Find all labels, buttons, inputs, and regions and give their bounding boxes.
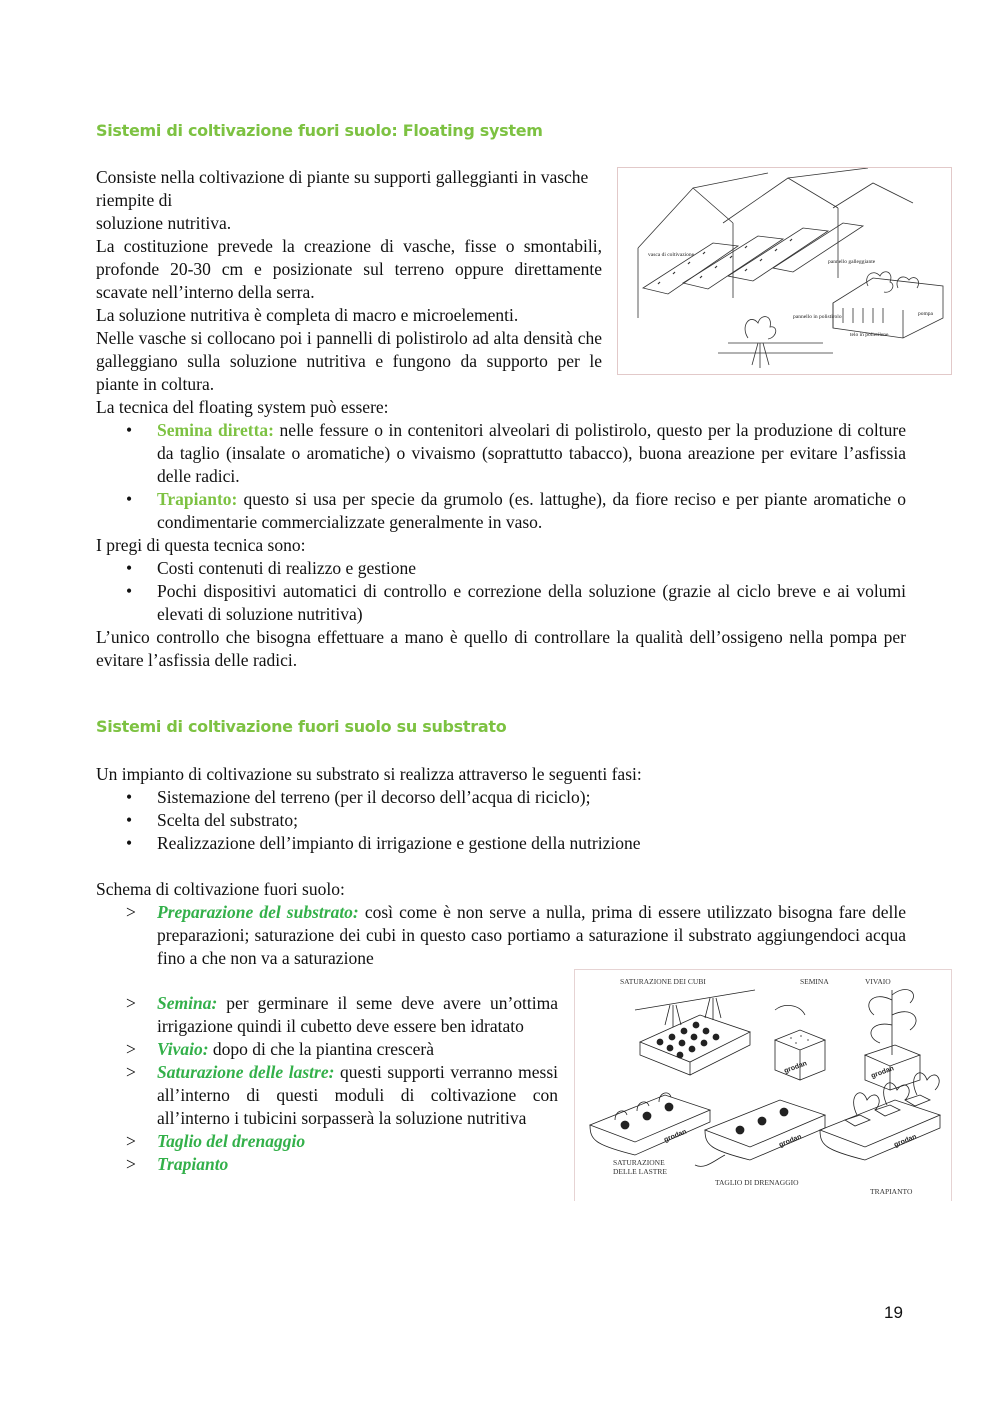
term-saturazione-lastre: Saturazione delle lastre: [157,1062,335,1082]
paragraph-pregi: I pregi di questa tecnica sono: [96,535,306,555]
substrato-intro-block [96,763,906,855]
arrow-marker: > [126,1131,136,1151]
step-preparazione-wide [96,901,906,970]
section-title-substrato: Sistemi di coltivazione fuori suolo su substrato [96,717,507,736]
text-vivaio: dopo di che la piantina crescerà [208,1039,434,1059]
substrate-drawing [575,970,951,1201]
term-semina: Semina: [157,993,218,1013]
arrow-marker: > [126,1154,136,1174]
text-semina: per germinare il seme deve avere un’ottima irrigazione quindi il cubetto deve essere ben idratato [157,993,558,1036]
list-item: • Scelta del substrato; [96,809,906,832]
floating-intro-block [96,166,602,396]
floating-system-illustration [617,167,952,375]
label-saturazione-lastre-2: DELLE LASTRE [613,1167,667,1176]
brand-label: grodan [870,1065,895,1080]
label-vasca: vasca di coltivazione [648,252,695,258]
brand-label: grodan [778,1133,803,1149]
schema-title-block [96,878,906,901]
term-taglio-drenaggio: Taglio del drenaggio [157,1131,306,1151]
text-saturazione-lastre: questi supporti verranno messi all’interno di questi moduli di coltivazione con all’interno i tubicini sorpasserà la soluzione nutritiva [157,1062,558,1128]
label-saturazione-cubi: SATURAZIONE DEI CUBI [620,977,706,986]
paragraph-soluzione: La soluzione nutritiva è completa di macro e microelementi. [96,305,519,325]
label-trapianto: TRAPIANTO [870,1187,913,1196]
arrow-marker: > [126,902,136,922]
term-vivaio: Vivaio: [157,1039,209,1059]
paragraph-impianto: Un impianto di coltivazione su substrato si realizza attraverso le seguenti fasi: [96,764,642,784]
list-item: • Sistemazione del terreno (per il decorso dell’acqua di riciclo); [96,786,906,809]
section-title-floating-system: Sistemi di coltivazione fuori suolo: Floating system [96,121,543,140]
list-item [96,1153,558,1176]
list-item [96,1038,558,1061]
list-item: • Realizzazione dell’impianto di irrigazione e gestione della nutrizione [96,832,906,855]
list-item: • Costi contenuti di realizzo e gestione [96,557,906,580]
text-trapianto: questo si usa per specie da grumolo (es. lattughe), da fiore reciso e per piante aromatiche o condimentarie commercializzate generalmente in vaso. [157,489,906,532]
list-item [96,1130,558,1153]
term-preparazione: Preparazione del substrato: [157,902,359,922]
brand-label: grodan [893,1133,918,1149]
label-pannello-polistirolo: pannello in polistirolo [793,314,842,320]
label-vivaio: VIVAIO [865,977,891,986]
arrow-marker: > [126,993,136,1013]
list-item [96,419,906,488]
page-number: 19 [884,1303,903,1322]
term-semina-diretta: Semina diretta: [157,420,275,440]
pregi-list [96,557,906,626]
list-item [96,1061,558,1130]
steps-narrow-block [96,992,558,1176]
list-item [96,901,906,970]
schema-title: Schema di coltivazione fuori suolo: [96,879,345,899]
paragraph-tecnica: La tecnica del floating system può essere: [96,397,389,417]
label-pannello: pannello galleggiante [828,259,876,265]
text-semina-diretta: nelle fessure o in contenitori alveolari di polistirolo, questo per la produzione di colture da taglio (insalate o aromatiche) o vivaismo (soprattutto tabacco), buona areazione per evitare l’asfissia delle radici. [157,420,907,486]
paragraph-costituzione: La costituzione prevede la creazione di vasche, fisse o smontabili, profonde 20-30 cm e posizionate sul terreno oppure direttamente scavate nell’interno della serra. [96,236,602,302]
label-taglio-drenaggio: TAGLIO DI DRENAGGIO [715,1178,799,1187]
list-item [96,992,558,1038]
technique-list [96,419,906,534]
arrow-marker: > [126,1039,136,1059]
intro-line-2: soluzione nutritiva. [96,213,232,233]
greenhouse-drawing [618,168,951,374]
paragraph-closing: L’unico controllo che bisogna effettuare a mano è quello di controllare la qualità dell’ossigeno nella pompa per evitare l’asfissia delle radici. [96,627,906,670]
label-pompa: pompa [918,311,933,317]
label-semina: SEMINA [800,977,829,986]
brand-label: grodan [783,1060,808,1075]
label-saturazione-lastre-1: SATURAZIONE [613,1158,665,1167]
text-preparazione: così come è non serve a nulla, prima di essere utilizzato bisogna fare delle preparazioni; saturazione dei cubi in questo caso portiamo a saturazione il substrato aggiungendoci acqua fino a che non va a saturazione [157,902,906,968]
label-telo: telo in polietilene [850,332,889,338]
paragraph-pannelli: Nelle vasche si collocano poi i pannelli di polistirolo ad alta densità che galleggiano sulla soluzione nutritiva e fungono da supporto per le piante in coltura. [96,328,602,394]
brand-label: grodan [663,1128,688,1144]
steps-list [96,992,558,1176]
list-item: • Pochi dispositivi automatici di controllo e correzione della soluzione (grazie al ciclo breve e ai volumi elevati di soluzione nutritiva) [96,580,906,626]
substrate-cultivation-illustration [574,969,952,1201]
arrow-marker: > [126,1062,136,1082]
intro-line-1: Consiste nella coltivazione di piante su supporti galleggianti in vasche riempite di [96,167,589,210]
term-trapianto: Trapianto: [157,489,238,509]
term-trapianto-step: Trapianto [157,1154,229,1174]
list-item [96,488,906,534]
phases-list [96,786,906,855]
floating-technique-block [96,396,906,672]
